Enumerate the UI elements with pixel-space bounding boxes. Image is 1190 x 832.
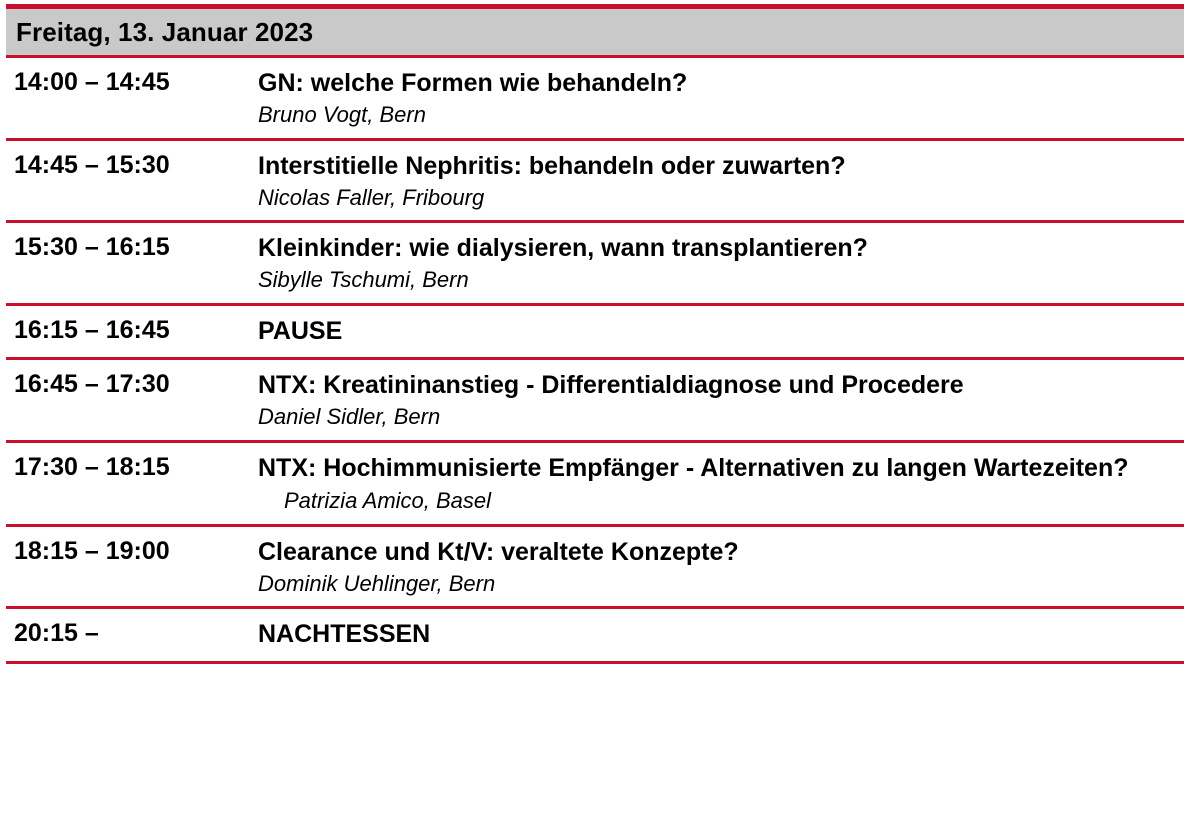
session-details bbox=[258, 150, 1184, 213]
schedule-row bbox=[6, 306, 1184, 358]
schedule-row bbox=[6, 141, 1184, 221]
session-title: NACHTESSEN bbox=[258, 620, 431, 649]
session-speaker: Bruno Vogt, Bern bbox=[258, 102, 426, 127]
session-title: Kleinkinder: wie dialysieren, wann transplantieren? bbox=[258, 234, 868, 263]
schedule-row bbox=[6, 360, 1184, 440]
session-time: 15:30 – 16:15 bbox=[14, 233, 170, 262]
day-header bbox=[6, 9, 1184, 55]
schedule-container bbox=[0, 4, 1190, 664]
session-speaker: Dominik Uehlinger, Bern bbox=[258, 570, 496, 596]
session-title: PAUSE bbox=[258, 316, 343, 345]
session-details bbox=[258, 232, 1184, 295]
schedule-row bbox=[6, 609, 1184, 661]
session-time: 18:15 – 19:00 bbox=[14, 536, 170, 565]
session-title: Clearance und Kt/V: veraltete Konzepte? bbox=[258, 537, 739, 566]
session-title: GN: welche Formen wie behandeln? bbox=[258, 69, 688, 97]
schedule-row bbox=[6, 58, 1184, 138]
session-title bbox=[258, 452, 1176, 516]
session-speaker: Nicolas Faller, Fribourg bbox=[258, 184, 485, 210]
session-speaker: Daniel Sidler, Bern bbox=[258, 404, 441, 430]
schedule-row bbox=[6, 223, 1184, 303]
session-title: NTX: Kreatininanstieg - Differentialdiagnose und Procedere bbox=[258, 371, 964, 400]
session-details bbox=[258, 315, 1184, 348]
session-time: 16:45 – 17:30 bbox=[14, 370, 170, 399]
session-details bbox=[258, 618, 1184, 651]
session-speaker: Patrizia Amico, Basel bbox=[284, 487, 492, 513]
session-details bbox=[258, 67, 1184, 130]
day-title: Freitag, 13. Januar 2023 bbox=[16, 16, 314, 47]
schedule-row bbox=[6, 527, 1184, 607]
session-time: 14:45 – 15:30 bbox=[14, 150, 170, 179]
session-time: 20:15 – bbox=[14, 619, 99, 648]
session-details bbox=[258, 452, 1184, 516]
session-title-text: NTX: Hochimmunisierte Empfänger - Alternativen zu langen Wartezeiten? bbox=[258, 453, 1129, 482]
session-time: 14:00 – 14:45 bbox=[14, 68, 170, 96]
session-details bbox=[258, 369, 1184, 432]
session-details bbox=[258, 536, 1184, 599]
session-time: 17:30 – 18:15 bbox=[14, 452, 170, 481]
session-time: 16:15 – 16:45 bbox=[14, 315, 170, 344]
bottom-divider bbox=[6, 661, 1184, 664]
schedule-row bbox=[6, 443, 1184, 524]
session-title: Interstitielle Nephritis: behandeln oder zuwarten? bbox=[258, 151, 846, 180]
session-speaker: Sibylle Tschumi, Bern bbox=[258, 267, 469, 293]
